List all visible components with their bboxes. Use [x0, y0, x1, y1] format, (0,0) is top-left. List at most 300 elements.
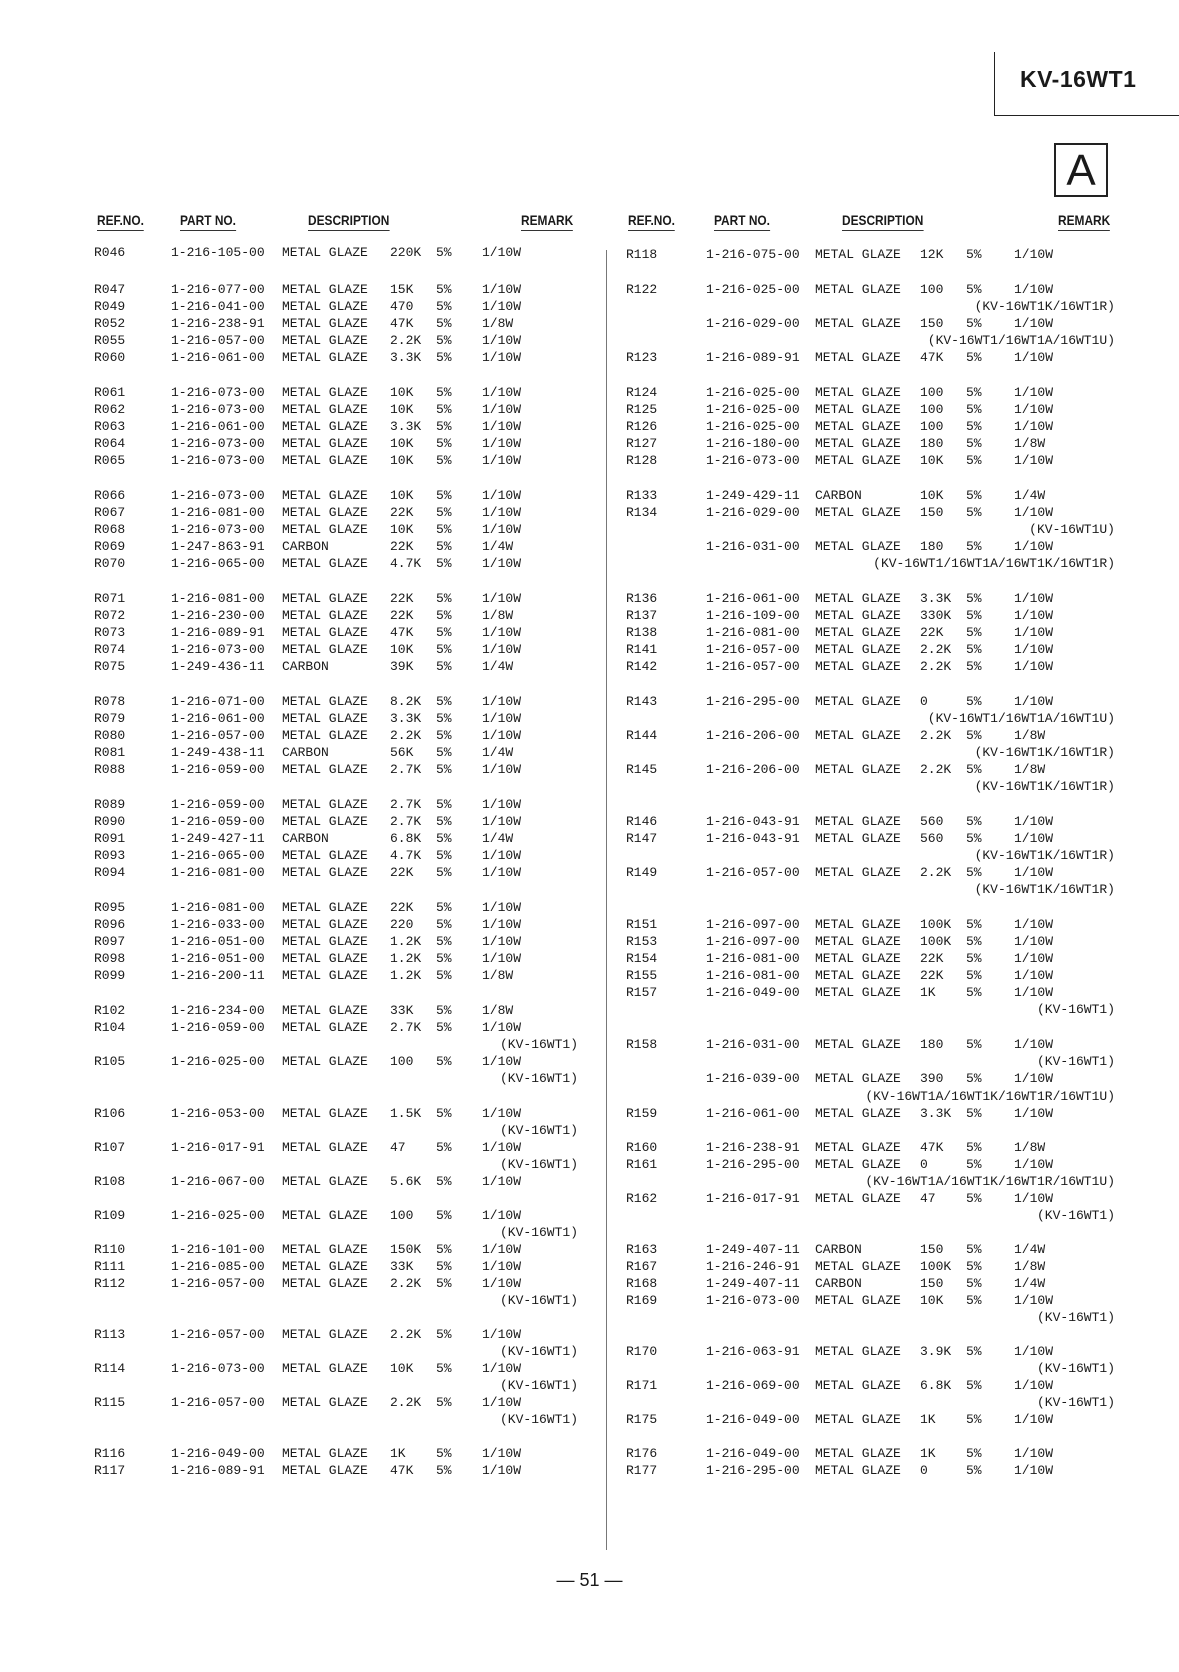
remark-note: (KV-16WT1) [1036, 1054, 1115, 1069]
part-watt: 1/8W [482, 608, 514, 623]
part-watt: 1/10W [1014, 282, 1054, 297]
part-desc: METAL GLAZE [282, 865, 368, 880]
part-desc: CARBON [815, 1276, 862, 1291]
part-row [0, 984, 1179, 1001]
part-part: 1-216-073-00 [171, 436, 265, 451]
part-watt: 1/10W [482, 1361, 522, 1376]
part-watt: 1/10W [1014, 350, 1054, 365]
part-tol: 5% [436, 453, 452, 468]
part-desc: METAL GLAZE [815, 985, 901, 1000]
part-watt: 1/10W [482, 711, 522, 726]
col-header-desc-right: DESCRIPTION [842, 212, 923, 231]
part-val: 2.2K [390, 1276, 422, 1291]
part-row [0, 796, 1179, 813]
part-val: 100K [920, 917, 952, 932]
part-part: 1-216-081-00 [706, 625, 800, 640]
part-part: 1-216-073-00 [706, 453, 800, 468]
part-part: 1-216-031-00 [706, 539, 800, 554]
part-val: 2.2K [920, 865, 952, 880]
part-row [0, 521, 1179, 538]
part-watt: 1/10W [1014, 985, 1054, 1000]
part-val: 2.2K [390, 1395, 422, 1410]
part-watt: 1/10W [1014, 865, 1054, 880]
part-desc: METAL GLAZE [282, 1208, 368, 1223]
part-val: 2.2K [920, 762, 952, 777]
part-ref: R090 [94, 814, 126, 829]
part-ref: R072 [94, 608, 126, 623]
part-val: 1K [920, 1446, 936, 1461]
part-desc: METAL GLAZE [282, 848, 368, 863]
part-val: 150 [920, 1276, 944, 1291]
part-part: 1-216-295-00 [706, 694, 800, 709]
part-val: 47K [390, 1463, 414, 1478]
part-tol: 5% [436, 419, 452, 434]
part-watt: 1/10W [1014, 917, 1054, 932]
part-part: 1-216-081-00 [171, 591, 265, 606]
part-desc: METAL GLAZE [282, 711, 368, 726]
part-desc: METAL GLAZE [282, 1395, 368, 1410]
part-part: 1-216-065-00 [171, 556, 265, 571]
part-val: 1.2K [390, 951, 422, 966]
part-val: 4.7K [390, 556, 422, 571]
part-desc: METAL GLAZE [282, 1276, 368, 1291]
part-val: 100 [920, 402, 944, 417]
part-val: 22K [920, 951, 944, 966]
remark-note: (KV-16WT1U) [1029, 522, 1115, 537]
part-desc: METAL GLAZE [815, 968, 901, 983]
part-watt: 1/10W [482, 556, 522, 571]
part-watt: 1/10W [1014, 591, 1054, 606]
part-ref: R147 [626, 831, 658, 846]
part-tol: 5% [436, 316, 452, 331]
part-part: 1-249-438-11 [171, 745, 265, 760]
part-ref: R149 [626, 865, 658, 880]
part-desc: METAL GLAZE [815, 1157, 901, 1172]
part-tol: 5% [966, 814, 982, 829]
part-row [0, 1326, 1179, 1343]
part-watt: 1/10W [482, 934, 522, 949]
part-watt: 1/10W [482, 436, 522, 451]
col-header-ref-right: REF.NO. [628, 212, 675, 231]
part-desc: METAL GLAZE [815, 436, 901, 451]
part-row [0, 1207, 1179, 1224]
part-ref: R099 [94, 968, 126, 983]
part-tol: 5% [436, 245, 452, 260]
part-val: 180 [920, 539, 944, 554]
part-tol: 5% [966, 282, 982, 297]
part-ref: R060 [94, 350, 126, 365]
part-ref: R144 [626, 728, 658, 743]
part-part: 1-216-065-00 [171, 848, 265, 863]
part-val: 33K [390, 1003, 414, 1018]
part-row [0, 1394, 1179, 1411]
part-desc: METAL GLAZE [815, 539, 901, 554]
part-desc: METAL GLAZE [282, 1003, 368, 1018]
part-watt: 1/10W [482, 505, 522, 520]
part-desc: CARBON [282, 659, 329, 674]
part-ref: R098 [94, 951, 126, 966]
part-desc: METAL GLAZE [815, 659, 901, 674]
part-val: 10K [390, 402, 414, 417]
part-tol: 5% [436, 1174, 452, 1189]
part-ref: R093 [94, 848, 126, 863]
part-watt: 1/8W [1014, 762, 1046, 777]
part-watt: 1/10W [1014, 831, 1054, 846]
part-ref: R070 [94, 556, 126, 571]
part-desc: METAL GLAZE [282, 245, 368, 260]
part-tol: 5% [436, 591, 452, 606]
part-part: 1-216-061-00 [706, 591, 800, 606]
part-tol: 5% [436, 608, 452, 623]
part-tol: 5% [966, 968, 982, 983]
part-tol: 5% [436, 831, 452, 846]
part-tol: 5% [966, 1446, 982, 1461]
part-ref: R108 [94, 1174, 126, 1189]
part-val: 150 [920, 316, 944, 331]
part-desc: METAL GLAZE [815, 385, 901, 400]
part-tol: 5% [966, 985, 982, 1000]
part-tol: 5% [966, 762, 982, 777]
part-tol: 5% [436, 539, 452, 554]
part-desc: METAL GLAZE [815, 934, 901, 949]
part-desc: METAL GLAZE [282, 453, 368, 468]
part-desc: METAL GLAZE [282, 419, 368, 434]
part-ref: R073 [94, 625, 126, 640]
part-ref: R113 [94, 1327, 126, 1342]
part-desc: METAL GLAZE [282, 522, 368, 537]
part-watt: 1/8W [1014, 1140, 1046, 1155]
part-part: 1-216-230-00 [171, 608, 265, 623]
part-ref: R088 [94, 762, 126, 777]
part-desc: METAL GLAZE [282, 625, 368, 640]
part-watt: 1/10W [482, 814, 522, 829]
part-part: 1-216-025-00 [706, 419, 800, 434]
part-part: 1-216-057-00 [706, 642, 800, 657]
part-part: 1-216-057-00 [171, 1395, 265, 1410]
part-ref: R151 [626, 917, 658, 932]
part-part: 1-216-057-00 [171, 1327, 265, 1342]
part-ref: R089 [94, 797, 126, 812]
part-ref: R170 [626, 1344, 658, 1359]
part-part: 1-216-017-91 [706, 1191, 800, 1206]
part-ref: R161 [626, 1157, 658, 1172]
part-ref: R175 [626, 1412, 658, 1427]
part-ref: R095 [94, 900, 126, 915]
part-part: 1-216-029-00 [706, 505, 800, 520]
part-ref: R138 [626, 625, 658, 640]
part-part: 1-216-059-00 [171, 1020, 265, 1035]
part-tol: 5% [436, 1327, 452, 1342]
part-watt: 1/10W [482, 385, 522, 400]
part-part: 1-216-049-00 [171, 1446, 265, 1461]
col-header-remark-right: REMARK [1058, 212, 1110, 231]
part-watt: 1/10W [482, 1106, 522, 1121]
part-part: 1-216-043-91 [706, 831, 800, 846]
part-ref: R125 [626, 402, 658, 417]
part-part: 1-249-407-11 [706, 1276, 800, 1291]
remark-note: (KV-16WT1K/16WT1R) [974, 779, 1115, 794]
part-val: 100 [920, 282, 944, 297]
part-ref: R061 [94, 385, 126, 400]
part-part: 1-216-109-00 [706, 608, 800, 623]
part-ref: R158 [626, 1037, 658, 1052]
part-row [0, 933, 1179, 950]
part-desc: METAL GLAZE [815, 917, 901, 932]
part-tol: 5% [966, 917, 982, 932]
part-desc: CARBON [282, 539, 329, 554]
col-header-part-left: PART NO. [180, 212, 236, 231]
remark-note: (KV-16WT1) [499, 1225, 578, 1240]
part-val: 100 [920, 385, 944, 400]
part-part: 1-216-059-00 [171, 814, 265, 829]
part-val: 100K [920, 1259, 952, 1274]
part-part: 1-216-017-91 [171, 1140, 265, 1155]
part-ref: R062 [94, 402, 126, 417]
part-row [0, 487, 1179, 504]
part-row [0, 1190, 1179, 1207]
part-desc: METAL GLAZE [282, 951, 368, 966]
part-row [0, 1156, 1179, 1173]
part-watt: 1/4W [1014, 1276, 1046, 1291]
part-part: 1-249-429-11 [706, 488, 800, 503]
part-watt: 1/10W [482, 1020, 522, 1035]
part-tol: 5% [966, 1037, 982, 1052]
part-part: 1-216-295-00 [706, 1463, 800, 1478]
part-part: 1-247-863-91 [171, 539, 265, 554]
part-tol: 5% [966, 659, 982, 674]
part-ref: R160 [626, 1140, 658, 1155]
part-ref: R141 [626, 642, 658, 657]
part-desc: METAL GLAZE [282, 1463, 368, 1478]
part-tol: 5% [436, 865, 452, 880]
part-watt: 1/10W [482, 1395, 522, 1410]
part-part: 1-216-101-00 [171, 1242, 265, 1257]
part-part: 1-216-051-00 [171, 934, 265, 949]
part-watt: 1/10W [1014, 1463, 1054, 1478]
part-watt: 1/10W [1014, 1446, 1054, 1461]
part-desc: METAL GLAZE [282, 608, 368, 623]
part-desc: METAL GLAZE [815, 1259, 901, 1274]
part-part: 1-216-061-00 [171, 711, 265, 726]
part-ref: R080 [94, 728, 126, 743]
part-ref: R111 [94, 1259, 126, 1274]
part-row [0, 1343, 1179, 1360]
part-desc: METAL GLAZE [282, 488, 368, 503]
part-part: 1-216-081-00 [171, 900, 265, 915]
part-watt: 1/10W [1014, 1378, 1054, 1393]
part-tol: 5% [436, 1395, 452, 1410]
part-val: 150 [920, 1242, 944, 1257]
part-ref: R176 [626, 1446, 658, 1461]
remark-note: (KV-16WT1K/16WT1R) [974, 745, 1115, 760]
part-ref: R094 [94, 865, 126, 880]
part-ref: R118 [626, 247, 658, 262]
part-tol: 5% [436, 968, 452, 983]
part-val: 330K [920, 608, 952, 623]
part-ref: R127 [626, 436, 658, 451]
part-watt: 1/10W [1014, 402, 1054, 417]
part-desc: CARBON [815, 488, 862, 503]
part-ref: R105 [94, 1054, 126, 1069]
part-val: 470 [390, 299, 414, 314]
part-tol: 5% [436, 1446, 452, 1461]
part-tol: 5% [966, 385, 982, 400]
part-watt: 1/4W [1014, 488, 1046, 503]
part-desc: METAL GLAZE [282, 556, 368, 571]
part-ref: R047 [94, 282, 126, 297]
part-desc: METAL GLAZE [282, 968, 368, 983]
part-watt: 1/10W [482, 1054, 522, 1069]
part-val: 220K [390, 245, 422, 260]
part-val: 2.7K [390, 797, 422, 812]
part-part: 1-216-246-91 [706, 1259, 800, 1274]
part-desc: METAL GLAZE [282, 1446, 368, 1461]
part-desc: METAL GLAZE [282, 385, 368, 400]
part-ref: R106 [94, 1106, 126, 1121]
part-watt: 1/10W [482, 1327, 522, 1342]
part-desc: METAL GLAZE [815, 1191, 901, 1206]
part-tol: 5% [966, 1378, 982, 1393]
part-ref: R067 [94, 505, 126, 520]
part-part: 1-216-077-00 [171, 282, 265, 297]
part-val: 3.3K [920, 1106, 952, 1121]
part-tol: 5% [436, 1140, 452, 1155]
part-watt: 1/8W [1014, 1259, 1046, 1274]
part-val: 12K [920, 247, 944, 262]
part-desc: METAL GLAZE [815, 591, 901, 606]
part-ref: R117 [94, 1463, 126, 1478]
part-row [0, 607, 1179, 624]
part-row [0, 401, 1179, 418]
part-row [0, 246, 1179, 263]
part-ref: R055 [94, 333, 126, 348]
part-watt: 1/4W [482, 745, 514, 760]
part-tol: 5% [436, 556, 452, 571]
part-watt: 1/8W [482, 968, 514, 983]
part-tol: 5% [436, 333, 452, 348]
part-tol: 5% [436, 848, 452, 863]
remark-note: (KV-16WT1/16WT1A/16WT1K/16WT1R) [873, 556, 1115, 571]
part-watt: 1/10W [482, 591, 522, 606]
part-row [0, 693, 1179, 710]
part-watt: 1/10W [482, 900, 522, 915]
part-watt: 1/10W [1014, 1106, 1054, 1121]
remark-note: (KV-16WT1) [1036, 1361, 1115, 1376]
part-part: 1-216-073-00 [171, 522, 265, 537]
part-part: 1-249-407-11 [706, 1242, 800, 1257]
part-desc: METAL GLAZE [815, 762, 901, 777]
part-part: 1-216-081-00 [171, 865, 265, 880]
part-row [0, 281, 1179, 298]
part-part: 1-216-029-00 [706, 316, 800, 331]
part-val: 390 [920, 1071, 944, 1086]
part-part: 1-216-025-00 [706, 282, 800, 297]
part-val: 15K [390, 282, 414, 297]
part-val: 0 [920, 694, 928, 709]
part-desc: METAL GLAZE [282, 436, 368, 451]
remark-note: (KV-16WT1) [499, 1378, 578, 1393]
part-val: 10K [920, 1293, 944, 1308]
part-watt: 1/10W [1014, 247, 1054, 262]
part-ref: R146 [626, 814, 658, 829]
part-watt: 1/4W [482, 831, 514, 846]
part-desc: METAL GLAZE [815, 1344, 901, 1359]
part-ref: R128 [626, 453, 658, 468]
part-row [0, 538, 1179, 555]
part-watt: 1/10W [1014, 419, 1054, 434]
part-tol: 5% [966, 453, 982, 468]
part-val: 22K [390, 608, 414, 623]
remark-note: (KV-16WT1) [1036, 1002, 1115, 1017]
part-row [0, 1019, 1179, 1036]
part-tol: 5% [966, 350, 982, 365]
part-desc: METAL GLAZE [282, 1327, 368, 1342]
part-tol: 5% [436, 625, 452, 640]
part-row [0, 1275, 1179, 1292]
part-part: 1-216-031-00 [706, 1037, 800, 1052]
part-val: 10K [390, 436, 414, 451]
part-val: 33K [390, 1259, 414, 1274]
part-val: 22K [390, 591, 414, 606]
part-row [0, 315, 1179, 332]
part-tol: 5% [966, 247, 982, 262]
part-ref: R091 [94, 831, 126, 846]
part-val: 4.7K [390, 848, 422, 863]
part-row [0, 504, 1179, 521]
part-tol: 5% [436, 1054, 452, 1069]
part-tol: 5% [436, 1259, 452, 1274]
part-ref: R075 [94, 659, 126, 674]
section-badge: A [1054, 143, 1108, 197]
remark-note: (KV-16WT1K/16WT1R) [974, 848, 1115, 863]
part-part: 1-216-206-00 [706, 762, 800, 777]
part-ref: R097 [94, 934, 126, 949]
part-row [0, 349, 1179, 366]
part-tol: 5% [966, 1157, 982, 1172]
part-row [0, 967, 1179, 984]
part-tol: 5% [966, 642, 982, 657]
part-ref: R069 [94, 539, 126, 554]
part-desc: METAL GLAZE [815, 728, 901, 743]
part-watt: 1/10W [1014, 694, 1054, 709]
part-part: 1-216-057-00 [171, 333, 265, 348]
part-val: 2.2K [390, 728, 422, 743]
part-ref: R137 [626, 608, 658, 623]
part-part: 1-216-089-91 [706, 350, 800, 365]
part-desc: METAL GLAZE [282, 1020, 368, 1035]
part-row [0, 435, 1179, 452]
part-row [0, 761, 1179, 778]
part-ref: R154 [626, 951, 658, 966]
part-tol: 5% [966, 1463, 982, 1478]
part-part: 1-249-427-11 [171, 831, 265, 846]
part-val: 100 [920, 419, 944, 434]
part-tol: 5% [966, 1276, 982, 1291]
part-tol: 5% [966, 1106, 982, 1121]
part-val: 2.7K [390, 1020, 422, 1035]
part-part: 1-216-059-00 [171, 762, 265, 777]
part-val: 3.3K [390, 350, 422, 365]
part-tol: 5% [966, 505, 982, 520]
part-part: 1-216-180-00 [706, 436, 800, 451]
remark-note: (KV-16WT1) [499, 1037, 578, 1052]
part-part: 1-216-206-00 [706, 728, 800, 743]
part-desc: METAL GLAZE [282, 282, 368, 297]
part-watt: 1/10W [1014, 659, 1054, 674]
part-ref: R162 [626, 1191, 658, 1206]
part-ref: R110 [94, 1242, 126, 1257]
part-val: 8.2K [390, 694, 422, 709]
